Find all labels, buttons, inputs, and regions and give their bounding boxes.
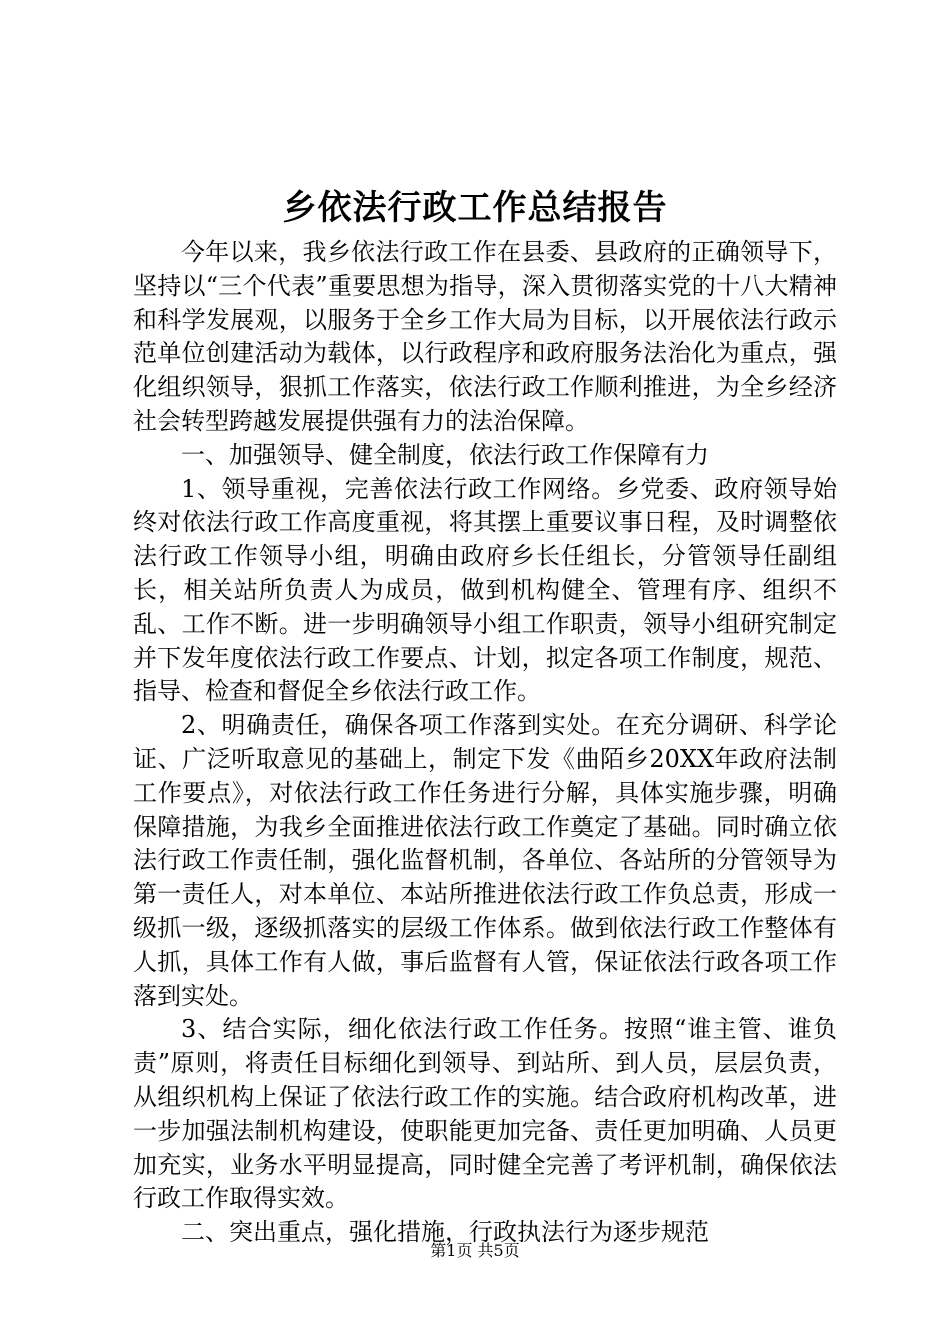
page-number-footer: 第1页 共5页 — [430, 1241, 520, 1260]
document-title: 乡依法行政工作总结报告 — [282, 188, 668, 228]
body-paragraph: 1、领导重视，完善依法行政工作网络。乡党委、政府领导始终对依法行政工作高度重视，将其摆上重要议事日程，及时调整依法行政工作领导小组，明确由政府乡长任组长，分管领导任副组长，相关站所负责人为成员，做到机构健全、管理有序、组织不乱、工作不断。进一步明确领导小组工作职责，领导小组研究制定并下发年度依法行政工作要点、计划，拟定各项工作制度，规范、指导、检查和督促全乡依法行政工作。 — [133, 474, 837, 706]
intro-paragraph: 今年以来，我乡依法行政工作在县委、县政府的正确领导下，坚持以“三个代表”重要思想为指导，深入贯彻落实党的十八大精神和科学发展观，以服务于全乡工作大局为目标，以开展依法行政示范单位创建活动为载体，以行政程序和政府服务法治化为重点，强化组织领导，狠抓工作落实，依法行政工作顺利推进，为全乡经济社会转型跨越发展提供强有力的法治保障。 — [133, 238, 837, 435]
body-paragraph: 2、明确责任，确保各项工作落到实处。在充分调研、科学论证、广泛听取意见的基础上，制定下发《曲陌乡20XX年政府法制工作要点》，对依法行政工作任务进行分解，具体实施步骤，明确保障措施，为我乡全面推进依法行政工作奠定了基础。同时确立依法行政工作责任制，强化监督机制，各单位、各站所的分管领导为第一责任人，对本单位、本站所推进依法行政工作负总责，形成一级抓一级，逐级抓落实的层级工作体系。做到依法行政工作整体有人抓，具体工作有人做，事后监督有人管，保证依法行政各项工作落到实处。 — [133, 711, 837, 1010]
section-heading-2: 二、突出重点，强化措施，行政执法行为逐步规范 — [181, 1218, 709, 1247]
section-heading-1: 一、加强领导、健全制度，依法行政工作保障有力 — [181, 440, 709, 469]
body-paragraph: 3、结合实际，细化依法行政工作任务。按照“谁主管、谁负责”原则，将责任目标细化到领导、到站所、到人员，层层负责，从组织机构上保证了依法行政工作的实施。结合政府机构改革，进一步加强法制机构建设，使职能更加完备、责任更加明确、人员更加充实，业务水平明显提高，同时健全完善了考评机制，确保依法行政工作取得实效。 — [133, 1015, 837, 1213]
document-body — [133, 236, 837, 1250]
